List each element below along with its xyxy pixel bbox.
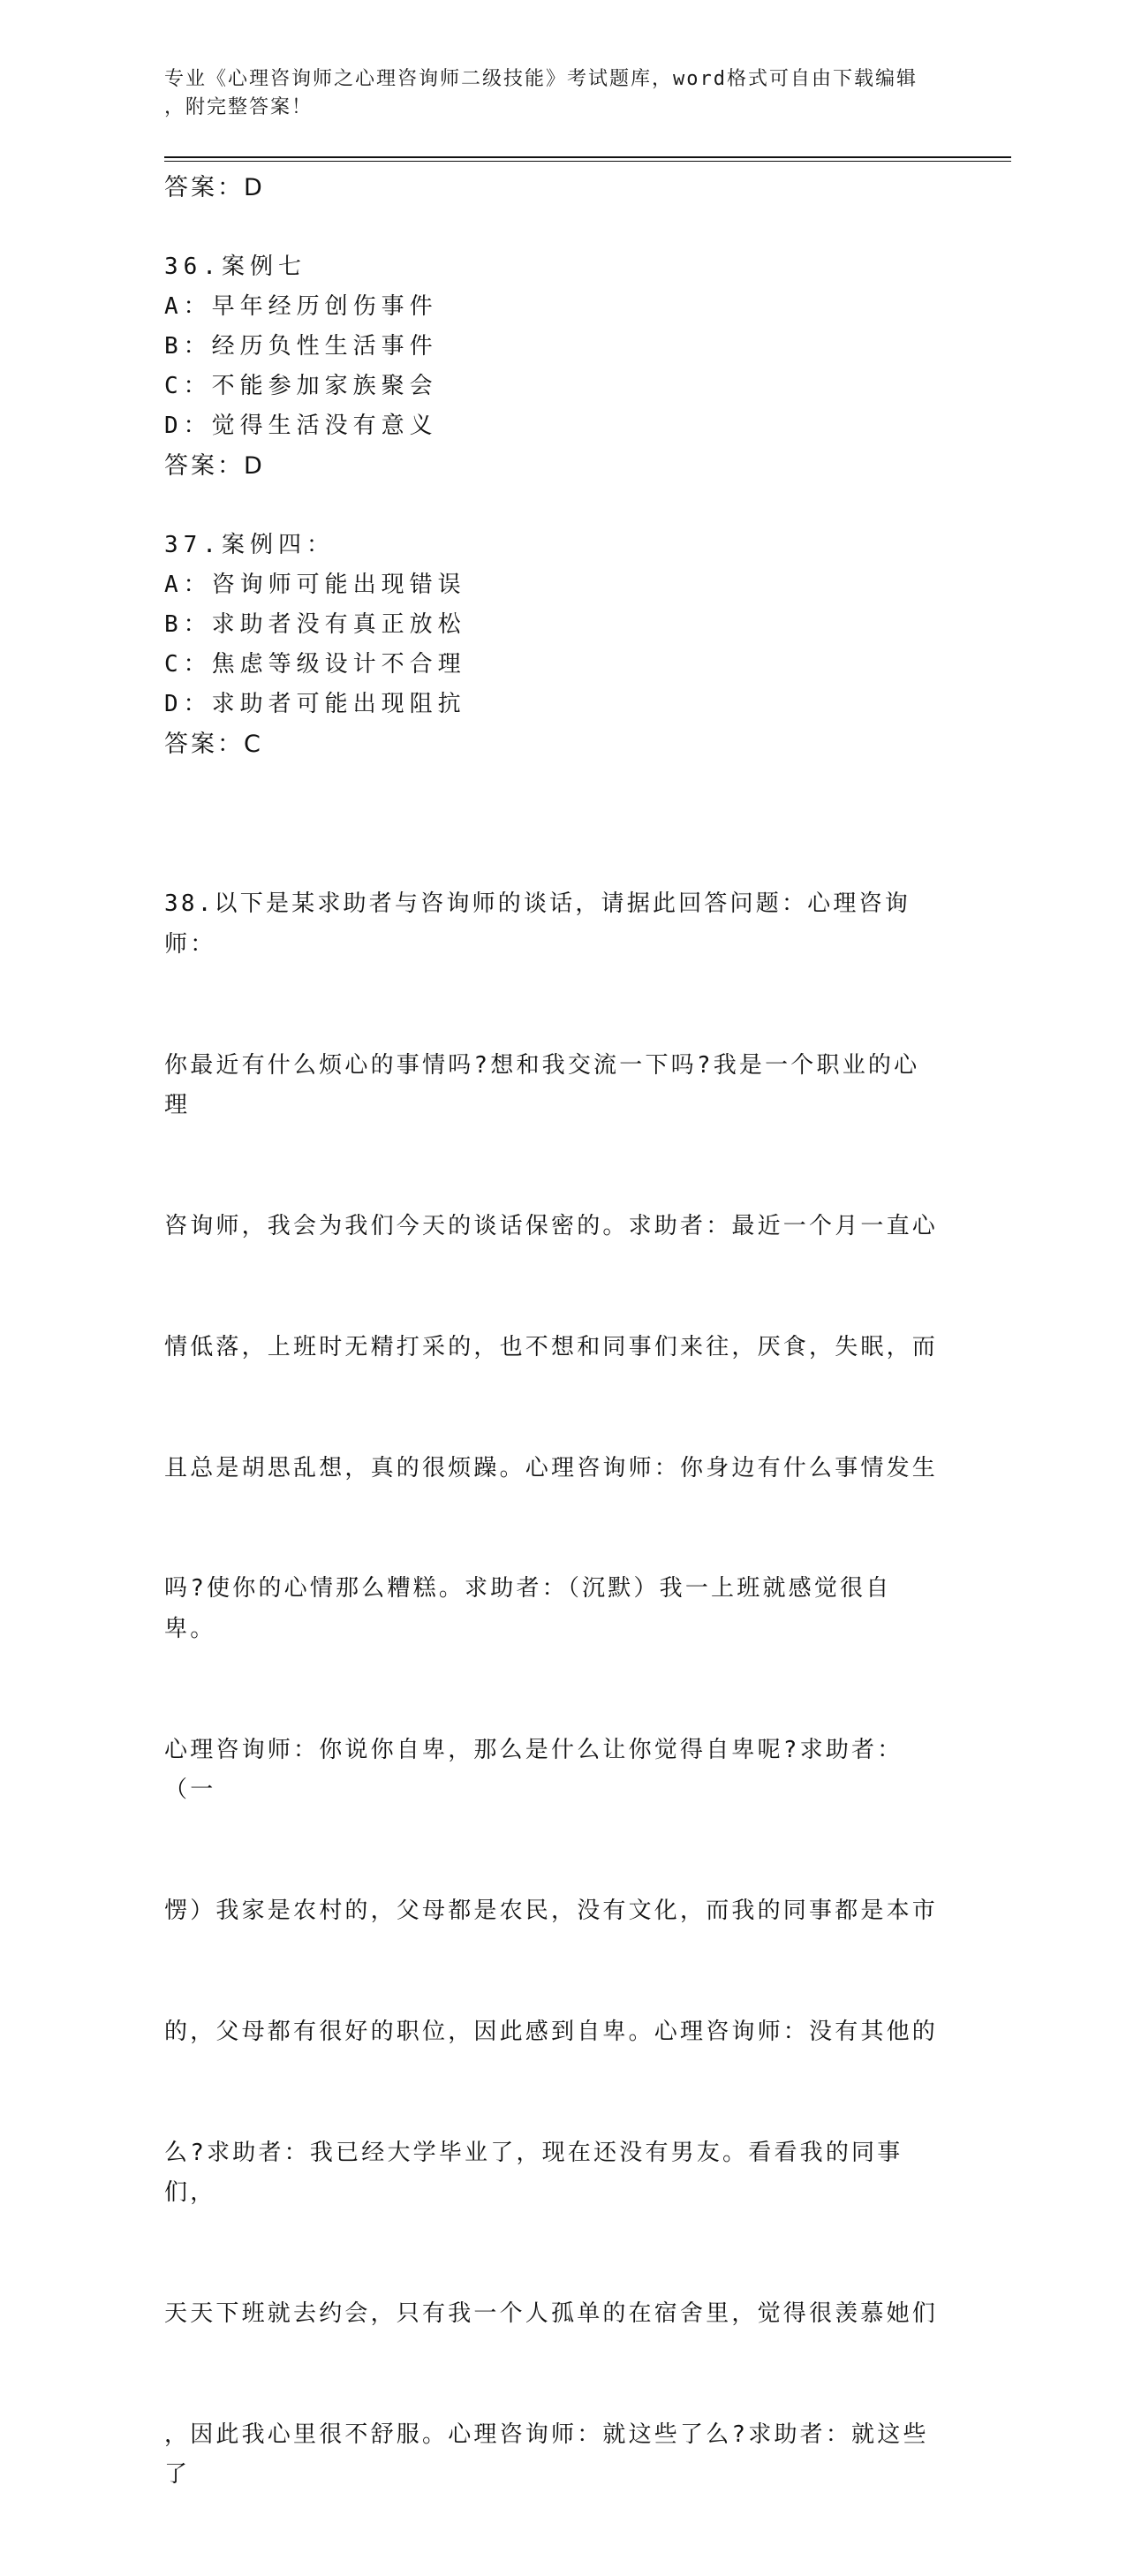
question-stem: 37.案例四： [164,532,335,558]
question-content [164,168,959,2576]
question-38-line: 38.以下是某求助者与咨询师的谈话，请据此回答问题：心理咨询师： [164,890,911,958]
question-38-line: ，因此我心里很不舒服。心理咨询师：就这些了么?求助者：就这些了 [164,2421,929,2489]
option-d: D：觉得生活没有意义 [164,413,438,439]
header-rule-thick [164,156,1011,158]
spacer [164,208,959,247]
option-b: B：经历负性生活事件 [164,333,438,360]
option-a: A：咨询师可能出现错误 [164,572,466,598]
answer: 答案：D [164,452,265,480]
question-38-line: 么?求助者：我已经大学毕业了，现在还没有男友。看看我的同事们， [164,2139,903,2207]
option-a: A：早年经历创伤事件 [164,293,438,320]
option-d: D：求助者可能出现阻抗 [164,691,466,717]
question-38 [164,804,941,2576]
spacer [164,764,959,804]
document-header [164,65,959,122]
question-38-line: 吗?使你的心情那么糟糕。求助者：（沉默）我一上班就感觉很自卑。 [164,1575,892,1642]
question-38-line: 天天下班就去约会，只有我一个人孤单的在宿舍里，觉得很羡慕她们 [164,2299,939,2327]
question-38-line: 的，父母都有很好的职位，因此感到自卑。心理咨询师：没有其他的 [164,2018,939,2045]
answer-previous: 答案：D [164,174,265,201]
spacer [164,486,959,526]
question-36 [164,247,959,486]
question-stem: 36.案例七 [164,254,306,280]
question-38-line: 情低落，上班时无精打采的，也不想和同事们来往，厌食，失眠，而 [164,1333,939,1360]
option-b: B：求助者没有真正放松 [164,611,466,638]
question-38-line: 你最近有什么烦心的事情吗?想和我交流一下吗?我是一个职业的心理 [164,1051,920,1119]
question-38-line: 咨询师，我会为我们今天的谈话保密的。求助者：最近一个月一直心 [164,1212,939,1239]
header-line-1: 专业《心理咨询师之心理咨询师二级技能》考试题库，word格式可自由下载编辑 [164,68,918,90]
option-c: C：焦虑等级设计不合理 [164,651,466,678]
question-38-line: 且总是胡思乱想，真的很烦躁。心理咨询师：你身边有什么事情发生 [164,1454,939,1481]
question-38-line: 愣）我家是农村的，父母都是农民，没有文化，而我的同事都是本市 [164,1898,939,1925]
header-line-2: ，附完整答案！ [164,96,314,118]
answer: 答案：C [164,731,263,758]
header-rule-thin [164,161,1011,162]
question-38-line: 心理咨询师：你说你自卑，那么是什么让你觉得自卑呢?求助者：（一 [164,1736,903,1804]
option-c: C：不能参加家族聚会 [164,373,438,399]
question-37 [164,526,959,764]
